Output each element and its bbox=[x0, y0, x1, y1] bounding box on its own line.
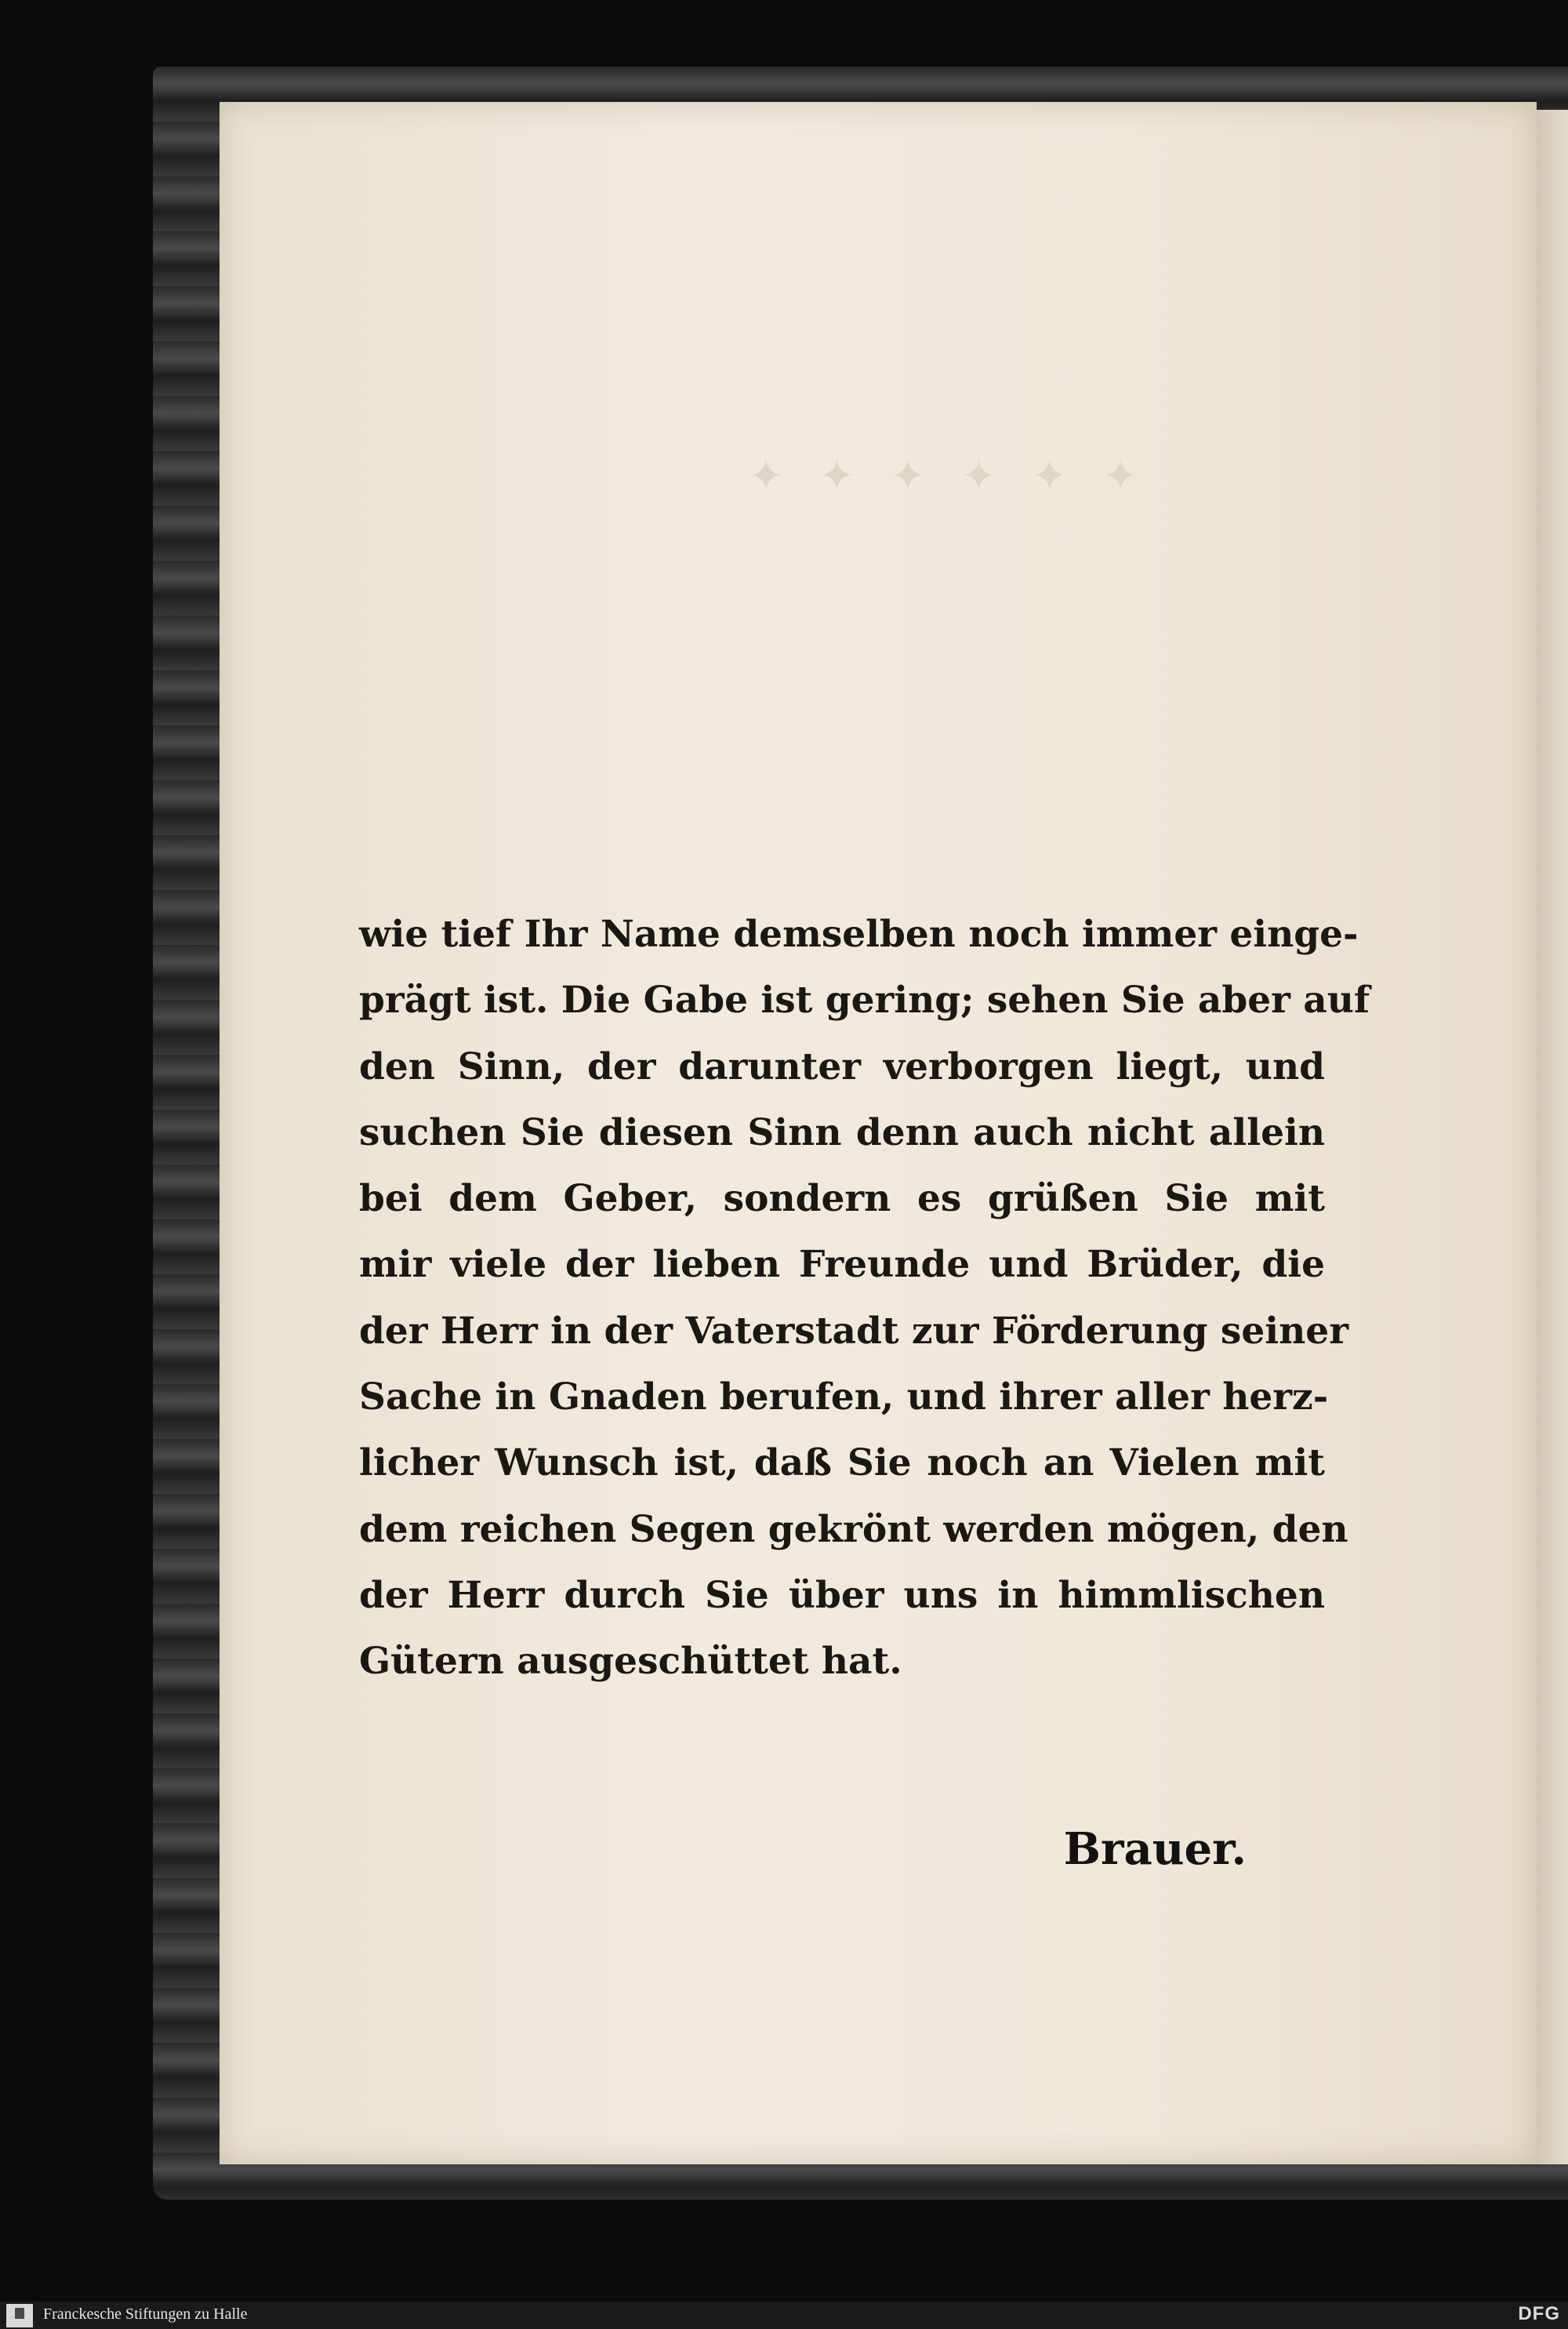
text-line: dem reichen Segen gekrönt werden mögen, den bbox=[359, 1507, 1348, 1551]
show-through-text: ✦ ✦ ✦ ✦ ✦ ✦ bbox=[748, 451, 1149, 500]
text-line: Gütern ausgeschüttet hat. bbox=[359, 1640, 902, 1684]
text-line: der Herr in der Vaterstadt zur Förderung seiner bbox=[359, 1309, 1348, 1353]
text-line: der Herr durch Sie über uns in himmlischen bbox=[359, 1573, 1325, 1617]
text-line: wie tief Ihr Name demselben noch immer einge- bbox=[359, 913, 1359, 956]
text-line: Sache in Gnaden berufen, und ihrer aller herz- bbox=[359, 1375, 1329, 1419]
dfg-badge: DFG bbox=[1518, 2303, 1560, 2324]
institution-logo-icon bbox=[6, 2304, 33, 2327]
text-line: den Sinn, der darunter verborgen liegt, und bbox=[359, 1045, 1325, 1088]
text-line: licher Wunsch ist, daß Sie noch an Vielen mit bbox=[359, 1441, 1325, 1485]
text-line: bei dem Geber, sondern es grüßen Sie mit bbox=[359, 1177, 1325, 1221]
signature: Brauer. bbox=[1063, 1823, 1247, 1875]
institution-label: Franckesche Stiftungen zu Halle bbox=[43, 2305, 248, 2323]
text-line: prägt ist. Die Gabe ist gering; sehen Sie aber auf bbox=[359, 979, 1370, 1023]
text-line: suchen Sie diesen Sinn denn auch nicht allein bbox=[359, 1110, 1325, 1154]
text-line: mir viele der lieben Freunde und Brüder, die bbox=[359, 1243, 1325, 1287]
page-body-text bbox=[359, 902, 1370, 1695]
facing-page-edge bbox=[1537, 110, 1568, 2164]
